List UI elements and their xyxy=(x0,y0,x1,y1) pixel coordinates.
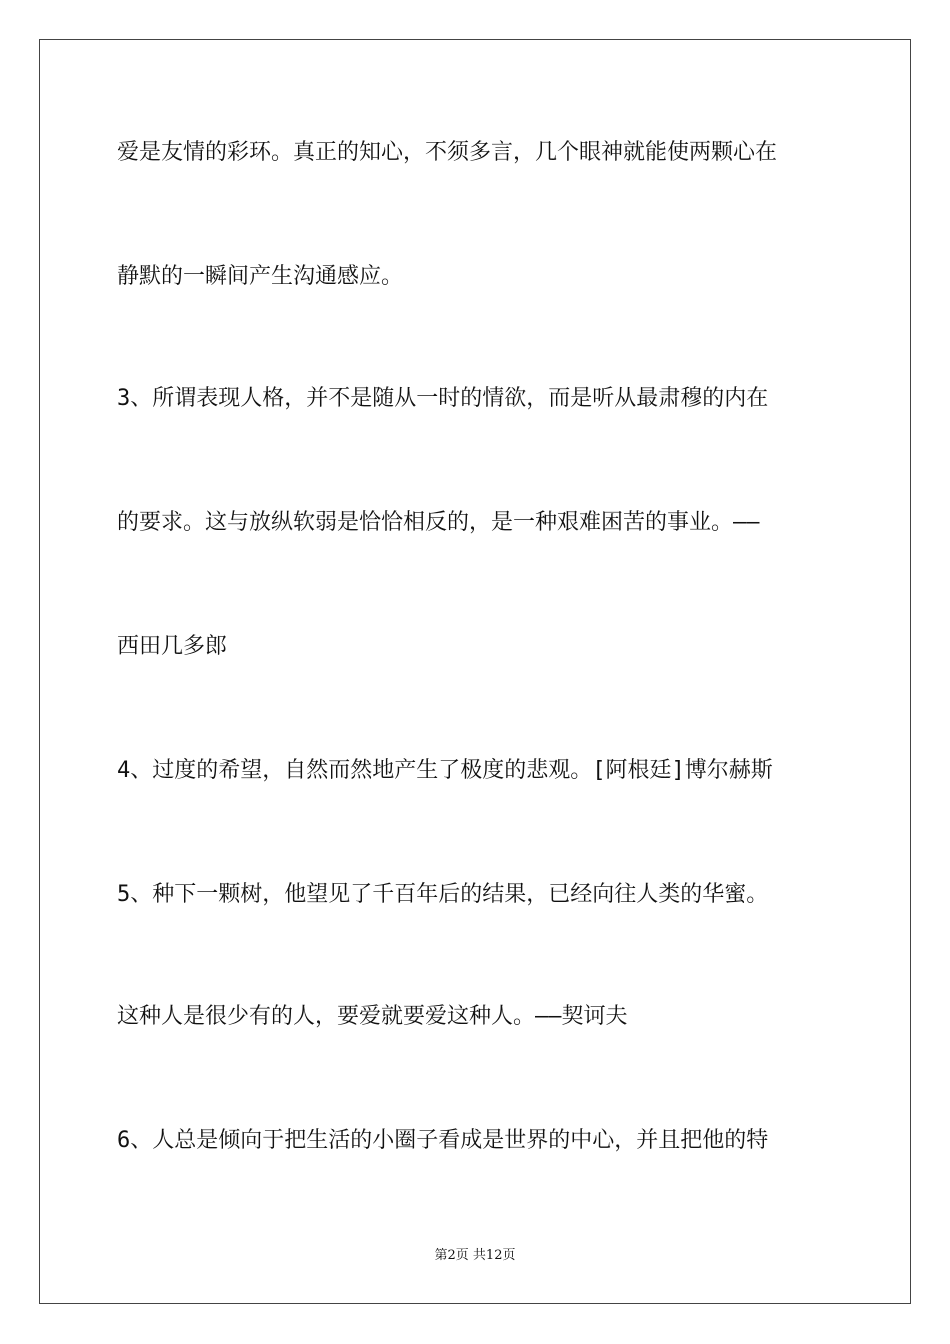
page-number-footer: 第2页 共12页 xyxy=(434,1248,516,1263)
text-line-7: 5、种下一颗树，他望见了千百年后的结果，已经向往人类的华蜜。 xyxy=(117,882,769,907)
page-border xyxy=(39,39,911,1304)
text-line-9: 6、人总是倾向于把生活的小圈子看成是世界的中心，并且把他的特 xyxy=(117,1128,769,1153)
text-line-5: 西田几多郎 xyxy=(117,634,228,659)
text-line-3: 3、所谓表现人格，并不是随从一时的情欲，而是听从最肃穆的内在 xyxy=(117,386,769,411)
text-line-4: 的要求。这与放纵软弱是恰恰相反的，是一种艰难困苦的事业。—— xyxy=(117,510,760,535)
text-line-1: 爱是友情的彩环。真正的知心，不须多言，几个眼神就能使两颗心在 xyxy=(117,140,778,165)
text-line-6: 4、过度的希望，自然而然地产生了极度的悲观。[阿根廷]博尔赫斯 xyxy=(117,758,773,783)
text-line-2: 静默的一瞬间产生沟通感应。 xyxy=(117,264,404,289)
text-line-8: 这种人是很少有的人，要爱就要爱这种人。——契诃夫 xyxy=(117,1004,628,1029)
